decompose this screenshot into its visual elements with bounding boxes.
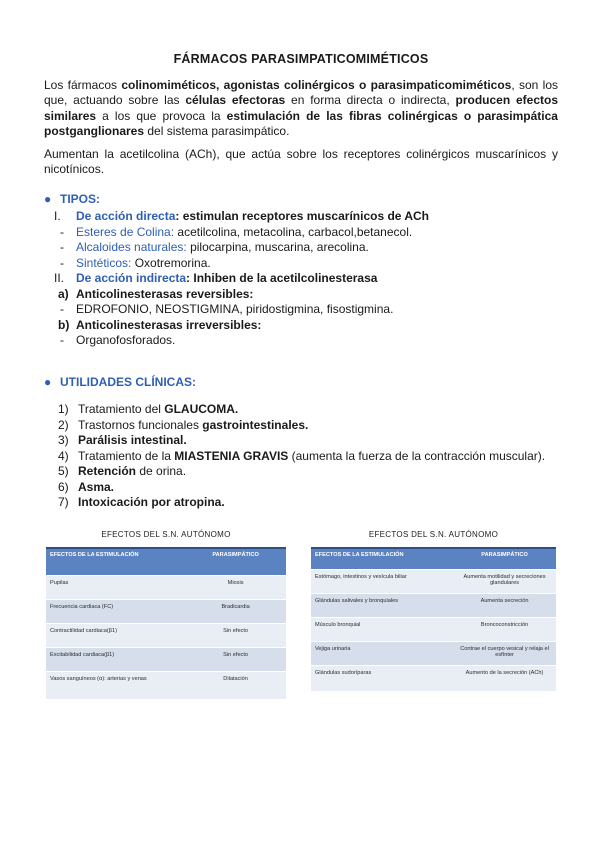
table-row: Contractilidad cardiaca(β1) Sin efecto [46, 623, 286, 647]
list-item: - Sintéticos: Oxotremorina. [60, 255, 211, 270]
dash-icon: - [60, 302, 64, 316]
subgroup-reversibles: a) Anticolinesterasas reversibles: [58, 286, 254, 301]
table-caption: EFECTOS DEL S.N. AUTÓNOMO [101, 530, 231, 539]
table-caption: EFECTOS DEL S.N. AUTÓNOMO [368, 530, 499, 539]
list-item: 3) Parálisis intestinal. [58, 433, 187, 447]
table-row: Vejiga urinaria Contrae el cuerpo vesical y relaja el esfínter [311, 641, 556, 665]
list-item: 2) Trastornos funcionales gastrointestinales. [58, 417, 309, 432]
utilidades-heading: ● UTILIDADES CLÍNICAS: [44, 374, 196, 389]
effects-table-right [311, 530, 556, 691]
bullet-icon: ● [44, 191, 52, 206]
dash-icon: - [60, 255, 64, 270]
dash-icon: - [60, 224, 64, 239]
table-row: Músculo bronquial Broncoconstricción [311, 617, 556, 641]
dash-icon: - [60, 240, 64, 254]
list-item: - Alcaloides naturales: pilocarpina, muscarina, arecolina. [60, 240, 369, 254]
list-item: 1) Tratamiento del GLAUCOMA. [58, 402, 239, 416]
dash-icon: - [60, 333, 64, 347]
table-header-row: EFECTOS DE LA ESTIMULACIÓN PARASIMPÁTICO [46, 549, 286, 575]
list-item: 7) Intoxicación por atropina. [58, 495, 225, 509]
table-row: Vasos sanguíneos (α): arterias y venas Dilatación [46, 671, 286, 699]
tipo-indirecto: II. De acción indirecta: Inhiben de la acetilcolinesterasa [54, 271, 378, 285]
document-body [44, 52, 558, 511]
tipos-heading: ● TIPOS: [44, 191, 101, 206]
list-item: - EDROFONIO, NEOSTIGMINA, piridostigmina, fisostigmina. [60, 302, 394, 316]
intro-paragraph-2: Aumentan la acetilcolina (ACh), que actúa sobre los receptores colinérgicos muscarínicos y nicotínicos. [44, 146, 558, 176]
table-header-row: EFECTOS DE LA ESTIMULACIÓN PARASIMPÁTICO [311, 549, 556, 569]
table-row: Glándulas salivales y bronquiales Aumenta secreción [311, 593, 556, 617]
document-title: FÁRMACOS PARASIMPATICOMIMÉTICOS [173, 52, 429, 66]
intro-paragraph-1: Los fármacos colinomiméticos, agonistas colinérgicos o parasimpaticomiméticos, son los que, actuando sobre las células efectoras en forma directa o indirecta, producen efectos similares a los que provoca la estimulación de las fibras colinérgicas o parasimpática postganglionares del sistema parasimpático. [44, 77, 558, 138]
list-item: 6) Asma. [58, 479, 115, 494]
bullet-icon: ● [44, 374, 52, 389]
effects-table-left [46, 530, 286, 699]
list-item: 4) Tratamiento de la MIASTENIA GRAVIS (aumenta la fuerza de la contracción muscular). [58, 448, 546, 463]
table-row: Estómago, intestinos y vesícula biliar Aumenta motilidad y secreciones glandulares [311, 569, 556, 593]
subgroup-irreversibles: b) Anticolinesterasas irreversibles: [58, 317, 262, 332]
table-row: Glándulas sudoríparas Aumento de la secreción (ACh) [311, 665, 556, 691]
table-row: Excitabilidad cardiaca(β1) Sin efecto [46, 647, 286, 671]
tipo-directo: I. De acción directa: estimulan receptores muscarínicos de ACh [54, 209, 430, 223]
table-row: Frecuencia cardiaca (FC) Bradicardia [46, 599, 286, 623]
list-item: 5) Retención de orina. [58, 464, 187, 478]
table-row: Pupilas Miosis [46, 575, 286, 599]
list-item: - Esteres de Colina: acetilcolina, metacolina, carbacol,betanecol. [60, 224, 413, 239]
list-item: - Organofosforados. [60, 333, 176, 347]
